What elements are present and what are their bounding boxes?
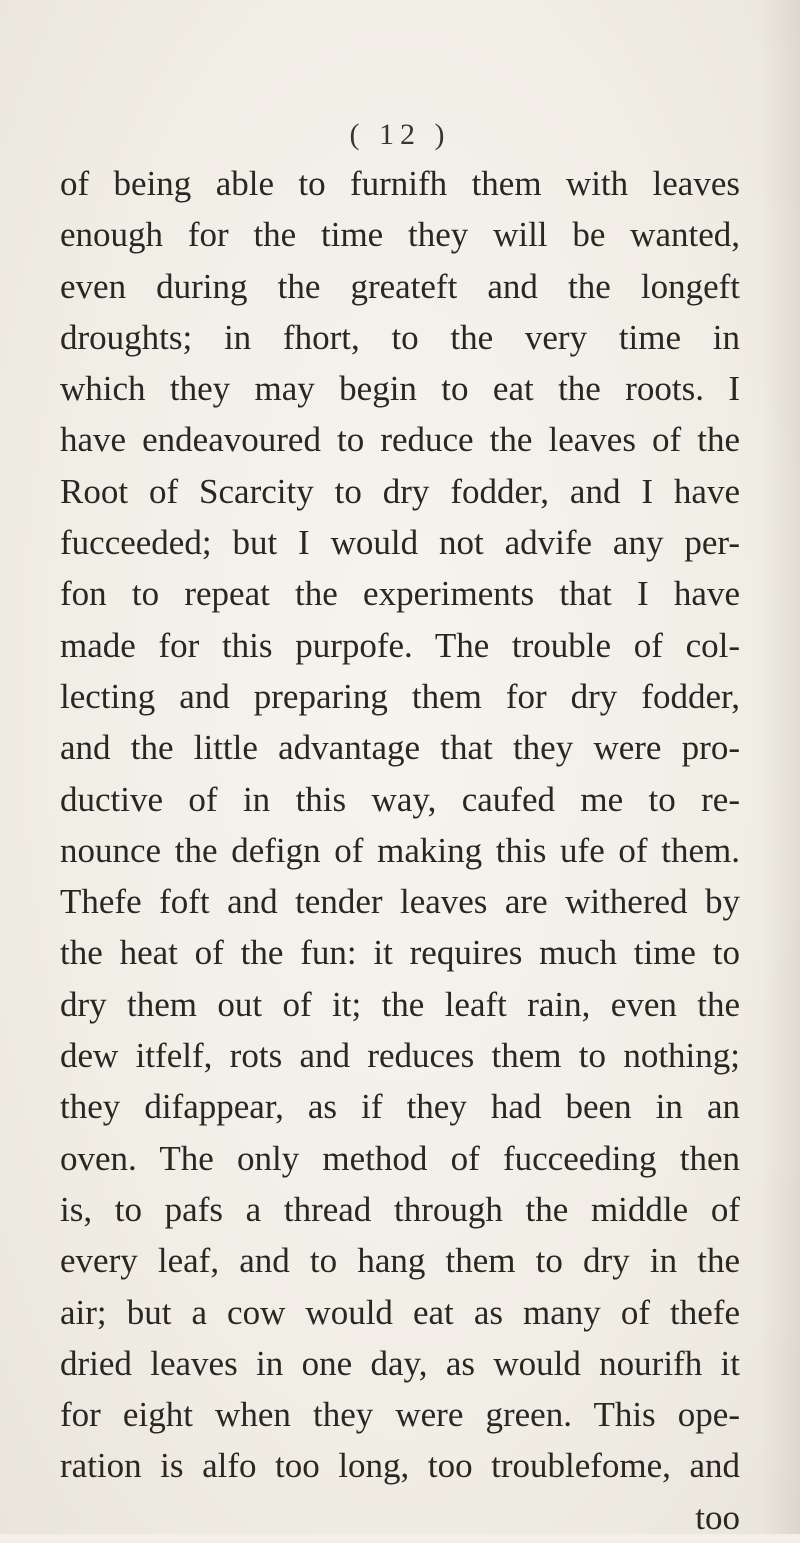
- text-line: oven. The only method of fucceeding then: [60, 1138, 740, 1178]
- text-line: fon to repeat the experiments that I have: [60, 574, 740, 614]
- text-line: for eight when they were green. This ope-: [60, 1395, 740, 1435]
- text-line: air; but a cow would eat as many of thefe: [60, 1292, 740, 1332]
- text-line: enough for the time they will be wanted,: [60, 215, 740, 255]
- text-line: the heat of the fun: it requires much time to: [60, 933, 740, 973]
- text-line: made for this purpofe. The trouble of col-: [60, 625, 740, 665]
- catchword: too: [695, 1497, 740, 1537]
- text-line: dew itfelf, rots and reduces them to nothing;: [60, 1036, 740, 1076]
- text-line: dry them out of it; the leaft rain, even the: [60, 984, 740, 1024]
- text-line: nounce the defign of making this ufe of them.: [60, 830, 740, 870]
- text-line: have endeavoured to reduce the leaves of the: [60, 420, 740, 460]
- text-line: fucceeded; but I would not advife any per-: [60, 523, 740, 563]
- text-line: even during the greateft and the longeft: [60, 266, 740, 306]
- text-line: Thefe foft and tender leaves are withered by: [60, 882, 740, 922]
- text-line: they difappear, as if they had been in an: [60, 1087, 740, 1127]
- text-line: dried leaves in one day, as would nourifh it: [60, 1343, 740, 1383]
- text-line: every leaf, and to hang them to dry in the: [60, 1241, 740, 1281]
- text-line: of being able to furnifh them with leaves: [60, 164, 740, 203]
- page-number: ( 12 ): [349, 118, 451, 151]
- page-edge-shadow: [760, 0, 800, 1534]
- text-line: Root of Scarcity to dry fodder, and I have: [60, 471, 740, 511]
- text-line: ductive of in this way, caufed me to re-: [60, 779, 740, 819]
- body-text: [60, 158, 740, 1543]
- text-line: which they may begin to eat the roots. I: [60, 369, 740, 409]
- text-line: lecting and preparing them for dry fodder,: [60, 676, 740, 716]
- text-line: and the little advantage that they were pro-: [60, 728, 740, 768]
- text-line: droughts; in fhort, to the very time in: [60, 317, 740, 357]
- text-line: ration is alfo too long, too troublefome, and: [60, 1446, 740, 1486]
- text-line: is, to pafs a thread through the middle of: [60, 1189, 740, 1229]
